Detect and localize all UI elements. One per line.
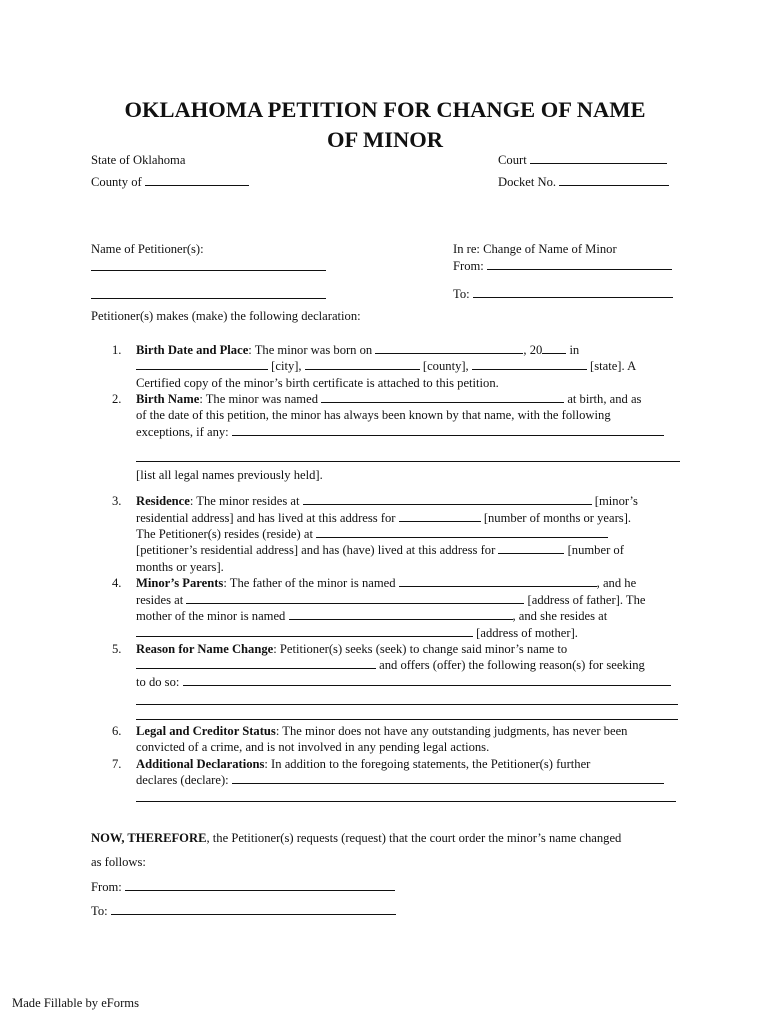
reason-field-2[interactable]: [136, 704, 678, 705]
from-row: [453, 258, 672, 274]
item7-text-a: : In addition to the foregoing statements, the Petitioner(s) further: [264, 757, 591, 771]
item5-text-a: : Petitioner(s) seeks (seek) to change said minor’s name to: [273, 642, 568, 656]
item3-line2: [136, 510, 631, 526]
father-name-field[interactable]: [399, 575, 597, 587]
item2-text-d: exceptions, if any:: [136, 425, 229, 439]
item3-text-a: : The minor resides at: [189, 494, 300, 508]
item3-text-d: [number of months or years].: [483, 511, 632, 525]
item5-line3: [136, 674, 671, 690]
item6-line2: convicted of a crime, and is not involved in any pending legal actions.: [136, 740, 490, 754]
item4-heading: Minor’s Parents: [136, 576, 224, 590]
item2-line2: of the date of this petition, the minor has always been known by that name, with the following: [136, 408, 611, 422]
exceptions-field-1[interactable]: [232, 424, 664, 436]
father-address-field[interactable]: [186, 592, 524, 604]
birth-county-field[interactable]: [305, 358, 420, 370]
closing-text: , the Petitioner(s) requests (request) that the court order the minor’s name changed: [206, 831, 622, 845]
petitioner-name-field-1[interactable]: [91, 270, 326, 271]
reason-field-3[interactable]: [136, 719, 678, 720]
closing-to-field[interactable]: [111, 903, 396, 915]
item2-line3: [136, 424, 664, 440]
item5-heading: Reason for Name Change: [136, 642, 274, 656]
declarations-field-1[interactable]: [232, 772, 664, 784]
exceptions-field-2[interactable]: [136, 461, 680, 462]
item1-text-e: [county],: [422, 359, 469, 373]
item1-text-b: , 20: [523, 343, 543, 357]
item3-text-g: [number of: [567, 543, 624, 557]
mother-name-field[interactable]: [289, 608, 513, 620]
item5-line1: [136, 641, 567, 657]
docket-row: [498, 174, 669, 190]
item-number-5: 5.: [112, 642, 122, 656]
item7-line1: [136, 756, 590, 772]
page-title-line2: OF MINOR: [326, 127, 444, 152]
item4-text-a: : The father of the minor is named: [223, 576, 396, 590]
state-label: State of Oklahoma: [91, 153, 186, 167]
item1-text-f: [state]. A: [590, 359, 637, 373]
item4-line2: [136, 592, 646, 608]
to-row: [453, 286, 673, 302]
item4-text-e: mother of the minor is named: [136, 609, 286, 623]
docket-field[interactable]: [559, 174, 669, 186]
minor-duration-field[interactable]: [399, 510, 481, 522]
item1-heading: Birth Date and Place: [136, 343, 249, 357]
item2-text-b: at birth, and as: [567, 392, 642, 406]
item6-heading: Legal and Creditor Status: [136, 724, 276, 738]
item4-text-d: [address of father]. The: [527, 593, 646, 607]
item-number-1: 1.: [112, 343, 122, 357]
item4-line4: [136, 625, 578, 641]
closing-from-row: [91, 879, 395, 895]
item3-line4: [136, 542, 624, 558]
court-label: Court: [498, 153, 527, 167]
item-number-4: 4.: [112, 576, 122, 590]
page-title: OKLAHOMA PETITION FOR CHANGE OF NAME: [124, 97, 646, 122]
item-number-3: 3.: [112, 494, 122, 508]
from-name-field[interactable]: [487, 258, 672, 270]
birth-state-field[interactable]: [472, 358, 587, 370]
mother-address-field[interactable]: [136, 625, 473, 637]
item3-text-f: [petitioner’s residential address] and has (have) lived at this address for: [136, 543, 496, 557]
item2-line1: [136, 391, 641, 407]
item4-text-b: , and he: [596, 576, 637, 590]
to-label: To:: [453, 287, 470, 301]
closing-heading: NOW, THEREFORE: [91, 831, 207, 845]
item3-text-b: [minor’s: [594, 494, 638, 508]
item1-line2: [136, 358, 636, 374]
item2-text-a: : The minor was named: [199, 392, 318, 406]
reason-field-1[interactable]: [183, 674, 671, 686]
item2-heading: Birth Name: [136, 392, 200, 406]
item7-heading: Additional Declarations: [136, 757, 265, 771]
item-number-7: 7.: [112, 757, 122, 771]
item4-line3: [136, 608, 607, 624]
item1-text-c: in: [569, 343, 580, 357]
item3-line5: months or years].: [136, 560, 224, 574]
item6-line1: [136, 723, 627, 739]
item7-line2: [136, 772, 664, 788]
footer-credit: Made Fillable by eForms: [12, 996, 139, 1010]
item1-line1: [136, 342, 579, 358]
petitioner-label: Name of Petitioner(s):: [91, 242, 204, 256]
item1-line3: Certified copy of the minor’s birth certificate is attached to this petition.: [136, 376, 499, 390]
item4-text-f: , and she resides at: [512, 609, 608, 623]
item6-text-a: : The minor does not have any outstanding judgments, has never been: [275, 724, 628, 738]
item7-text-b: declares (declare):: [136, 773, 229, 787]
item1-text-a: : The minor was born on: [248, 343, 373, 357]
from-label: From:: [453, 259, 484, 273]
closing-to-row: [91, 903, 396, 919]
item4-text-g: [address of mother].: [476, 626, 578, 640]
item4-line1: [136, 575, 636, 591]
item2-line4: [list all legal names previously held].: [136, 468, 323, 482]
to-name-field[interactable]: [473, 286, 673, 298]
item5-text-b: and offers (offer) the following reason(s) for seeking: [379, 658, 645, 672]
minor-address-field[interactable]: [303, 493, 592, 505]
court-row: [498, 152, 667, 168]
item3-text-e: The Petitioner(s) resides (reside) at: [136, 527, 313, 541]
birth-year-field[interactable]: [542, 342, 566, 354]
item1-text-d: [city],: [271, 359, 302, 373]
petitioner-address-field[interactable]: [316, 526, 608, 538]
item-number-2: 2.: [112, 392, 122, 406]
item3-line3: [136, 526, 608, 542]
county-field[interactable]: [145, 174, 249, 186]
item-number-6: 6.: [112, 724, 122, 738]
as-follows: as follows:: [91, 855, 146, 869]
item4-text-c: resides at: [136, 593, 184, 607]
in-re-label: In re: Change of Name of Minor: [453, 242, 617, 256]
declarations-field-2[interactable]: [136, 801, 676, 802]
declaration-intro: Petitioner(s) makes (make) the following declaration:: [91, 309, 361, 323]
item3-heading: Residence: [136, 494, 190, 508]
item3-text-c: residential address] and has lived at this address for: [136, 511, 396, 525]
item5-text-c: to do so:: [136, 675, 180, 689]
birth-city-field[interactable]: [136, 358, 268, 370]
birth-date-field[interactable]: [375, 342, 523, 354]
closing-line: [91, 830, 621, 846]
closing-from-label: From:: [91, 880, 122, 894]
new-name-field[interactable]: [136, 657, 376, 669]
docket-label: Docket No.: [498, 175, 557, 189]
court-field[interactable]: [530, 152, 667, 164]
item3-line1: [136, 493, 638, 509]
closing-from-field[interactable]: [125, 879, 395, 891]
petitioner-duration-field[interactable]: [498, 542, 564, 554]
item5-line2: [136, 657, 645, 673]
closing-to-label: To:: [91, 904, 108, 918]
county-row: [91, 174, 249, 190]
petitioner-name-field-2[interactable]: [91, 298, 326, 299]
county-label: County of: [91, 175, 142, 189]
birth-name-field[interactable]: [321, 391, 564, 403]
